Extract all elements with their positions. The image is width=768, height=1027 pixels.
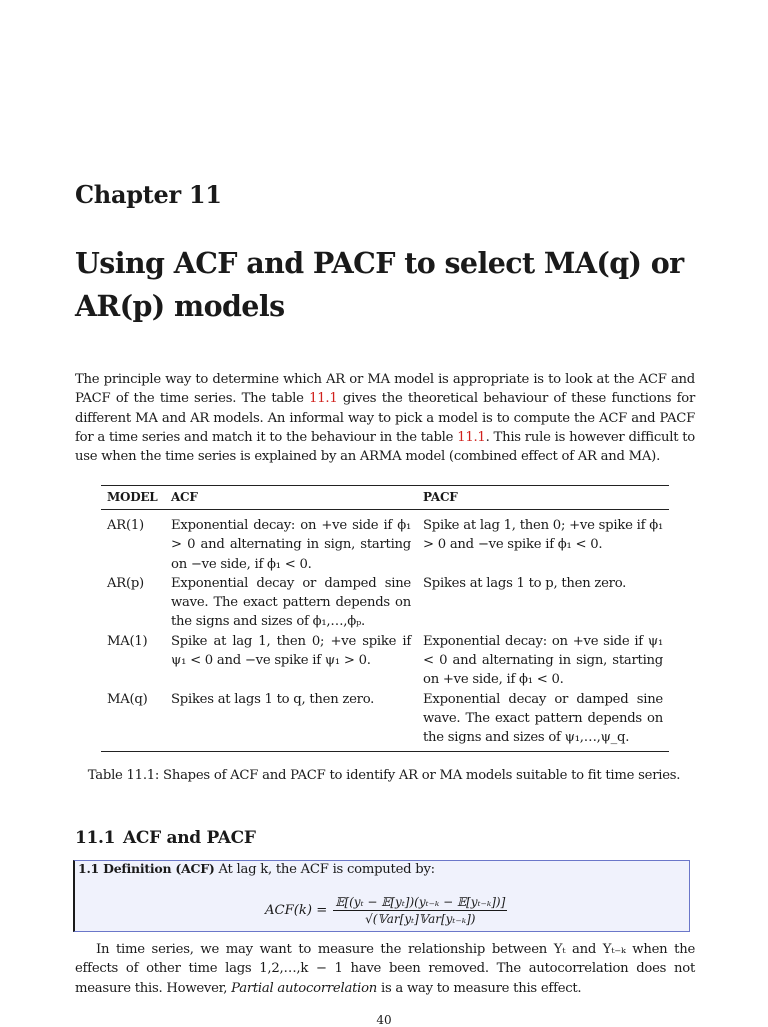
section-title: ACF and PACF <box>123 828 256 848</box>
cell-pacf: Exponential decay or damped sine wave. The exact pattern depends on the signs and sizes of ψ₁,…,ψ_q. <box>423 691 663 746</box>
cell-pacf: Spike at lag 1, then 0; +ve spike if ϕ₁ > 0 and −ve spike if ϕ₁ < 0. <box>423 518 663 553</box>
table-row <box>101 632 669 690</box>
cell-pacf: Exponential decay: on +ve side if ψ₁ < 0 and alternating in sign, starting on +ve side, if ϕ₁ < 0. <box>423 633 663 688</box>
table-header-row <box>101 486 669 510</box>
cell-acf: Spikes at lags 1 to q, then zero. <box>171 691 375 707</box>
formula-numerator: 𝔼[(yₜ − 𝔼[yₜ])(yₜ₋ₖ − 𝔼[yₜ₋ₖ])] <box>335 894 506 909</box>
section-heading <box>75 828 256 848</box>
definition-line <box>78 861 435 877</box>
cell-model: MA(1) <box>107 633 148 649</box>
acf-pacf-table <box>101 485 669 752</box>
page-number: 40 <box>376 1013 392 1027</box>
para2-text-1: In time series, we may want to measure the relationship between Yₜ and Yₜ₋ₖ when the effects of other time lags 1,2,…,k − 1 have been removed. The autocorrelation does not measure this. However, <box>75 942 695 996</box>
definition-box <box>73 860 690 932</box>
table-caption: Table 11.1: Shapes of ACF and PACF to identify AR or MA models suitable to fit time series. <box>87 768 681 783</box>
cell-model: MA(q) <box>107 691 148 707</box>
formula-lhs: ACF(k) = <box>265 902 328 918</box>
partial-autocorrelation-paragraph <box>75 940 695 998</box>
acf-formula <box>265 889 507 931</box>
header-pacf: PACF <box>423 489 458 504</box>
formula-denominator: √(𝕍ar[yₜ]𝕍ar[yₜ₋ₖ]) <box>365 911 476 926</box>
cell-acf: Spike at lag 1, then 0; +ve spike if ψ₁ < 0 and −ve spike if ψ₁ > 0. <box>171 633 411 669</box>
definition-title: 1.1 Definition (ACF) <box>78 861 215 876</box>
intro-paragraph <box>75 370 695 466</box>
cell-model: AR(1) <box>107 518 144 533</box>
formula-fraction <box>333 895 507 926</box>
para2-text-2: is a way to measure this effect. <box>377 980 582 996</box>
intro-text-3: . This rule is however difficult to use when the time series is explained by an ARMA model (combined effect of AR and MA). <box>75 429 695 465</box>
table-row <box>101 510 669 574</box>
header-model: MODEL <box>107 489 158 504</box>
definition-text: At lag k, the ACF is computed by: <box>218 862 435 877</box>
intro-text-1: The principle way to determine which AR or MA model is appropriate is to look at the ACF and PACF of the time series. The table <box>75 372 695 407</box>
para2-emphasis: Partial autocorrelation <box>231 980 378 996</box>
cell-model: AR(p) <box>107 575 144 591</box>
chapter-label: Chapter 11 <box>75 180 222 209</box>
table-reference-link[interactable]: 11.1 <box>457 429 486 445</box>
section-number: 11.1 <box>75 828 116 848</box>
cell-acf: Exponential decay: on +ve side if ϕ₁ > 0 and alternating in sign, starting on −ve side, if ϕ₁ < 0. <box>171 518 411 572</box>
table-row <box>101 574 669 632</box>
cell-acf: Exponential decay or damped sine wave. The exact pattern depends on the signs and sizes of ϕ₁,…,ϕₚ. <box>171 575 411 630</box>
intro-text-2: gives the theoretical behaviour of these functions for different MA and AR models. An informal way to pick a model is to compute the ACF and PACF for a time series and match it to the behaviour in the table <box>75 391 695 445</box>
chapter-title: Using ACF and PACF to select MA(q) or AR(p) models <box>75 246 684 323</box>
cell-pacf: Spikes at lags 1 to p, then zero. <box>423 575 627 591</box>
header-acf: ACF <box>171 489 198 504</box>
table-reference-link[interactable]: 11.1 <box>309 391 338 407</box>
table-row <box>101 690 669 751</box>
